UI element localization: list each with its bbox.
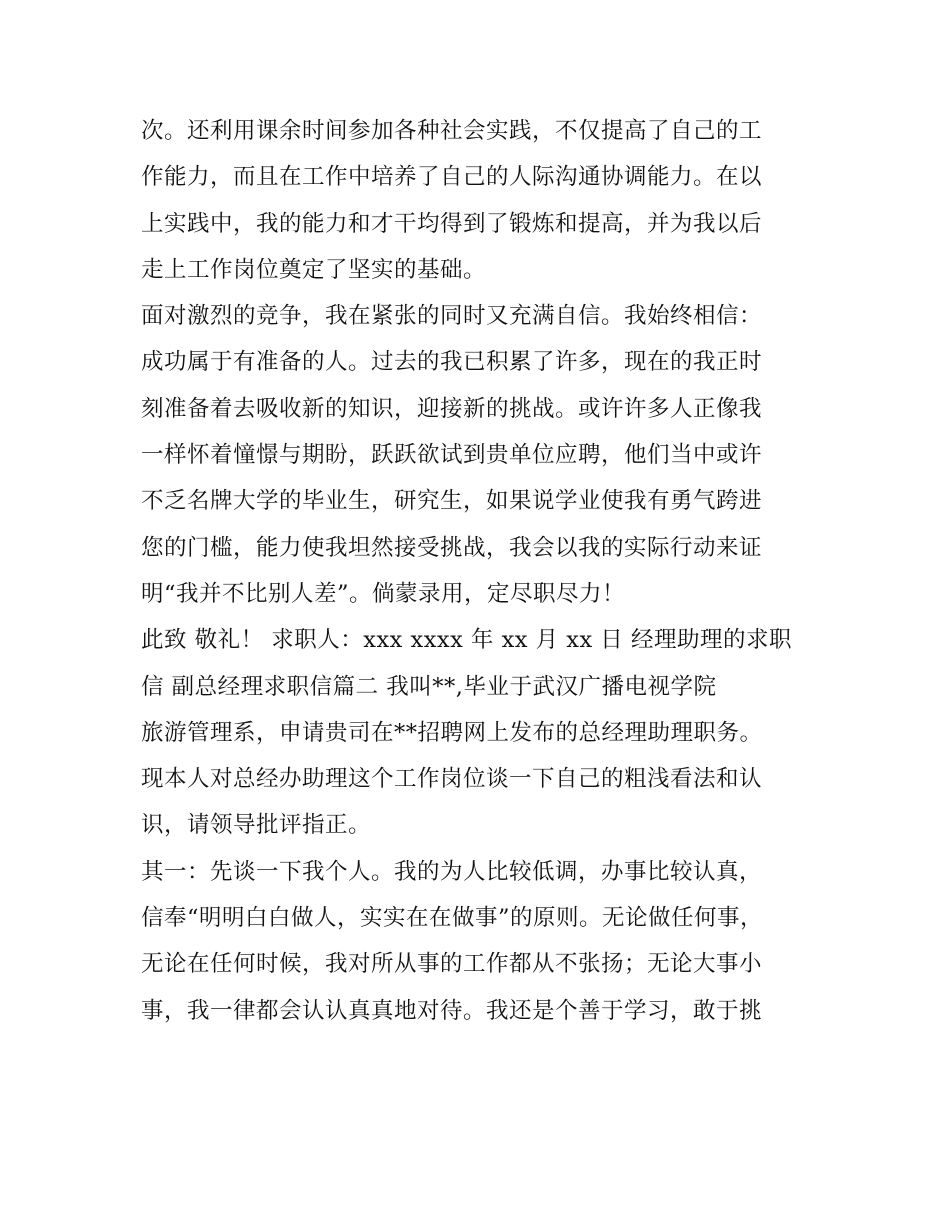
text-line: 面对激烈的竞争，我在紧张的同时又充满自信。我始终相信： xyxy=(141,303,763,330)
text-line: 此致 敬礼！ 求职人：xxx xxxx 年 xx 月 xx 日 经理助理的求职 xyxy=(141,627,792,654)
text-line: 不乏名牌大学的毕业生，研究生，如果说学业使我有勇气跨进 xyxy=(141,488,763,515)
text-line: 作能力，而且在工作中培养了自己的人际沟通协调能力。在以 xyxy=(141,164,763,191)
document-body xyxy=(141,108,821,1034)
text-line: 现本人对总经办助理这个工作岗位谈一下自己的粗浅看法和认 xyxy=(141,766,763,793)
text-line: 上实践中，我的能力和才干均得到了锻炼和提高，并为我以后 xyxy=(141,210,763,237)
text-line: 其一：先谈一下我个人。我的为人比较低调，办事比较认真， xyxy=(141,858,763,885)
text-line: 信奉“明明白白做人，实实在在做事”的原则。无论做任何事， xyxy=(141,905,764,932)
text-line: 成功属于有准备的人。过去的我已积累了许多，现在的我正时 xyxy=(141,349,763,376)
text-line: 走上工作岗位奠定了坚实的基础。 xyxy=(141,256,487,283)
text-line: 信 副总经理求职信篇二 我叫**,毕业于武汉广播电视学院 xyxy=(141,673,717,700)
text-line: 次。还利用课余时间参加各种社会实践，不仅提高了自己的工 xyxy=(141,118,763,144)
text-line: 事，我一律都会认认真真地对待。我还是个善于学习，敢于挑 xyxy=(141,997,763,1024)
text-line: 刻准备着去吸收新的知识，迎接新的挑战。或许许多人正像我 xyxy=(141,395,763,422)
text-line: 识，请领导批评指正。 xyxy=(141,812,372,839)
text-line: 无论在任何时候，我对所从事的工作都从不张扬；无论大事小 xyxy=(141,951,763,978)
text-line: 明“我并不比别人差”。倘蒙录用，定尽职尽力！ xyxy=(141,580,626,607)
text-line: 旅游管理系，申请贵司在**招聘网上发布的总经理助理职务。 xyxy=(141,719,763,746)
text-line: 一样怀着憧憬与期盼，跃跃欲试到贵单位应聘，他们当中或许 xyxy=(141,442,763,469)
text-line: 您的门槛，能力使我坦然接受挑战，我会以我的实际行动来证 xyxy=(141,534,763,561)
